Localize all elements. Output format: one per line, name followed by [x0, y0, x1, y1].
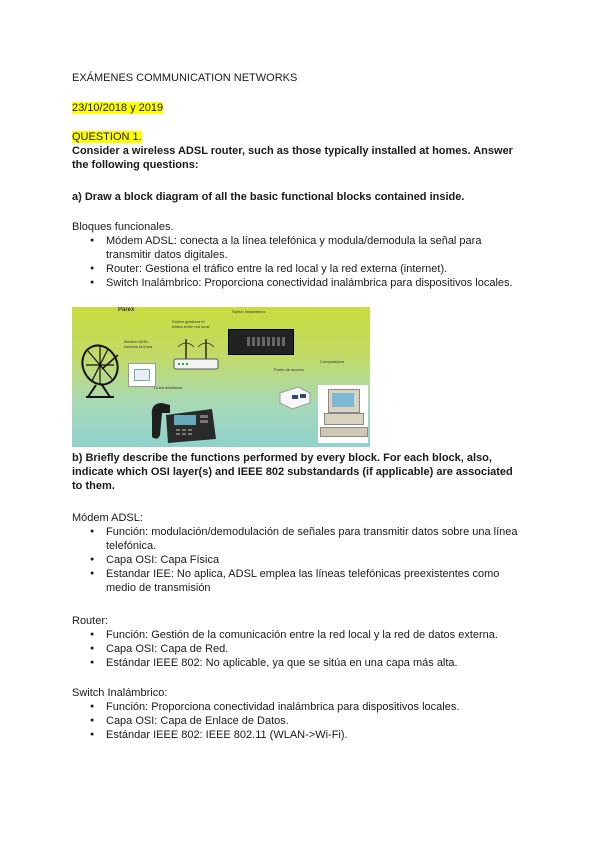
section-list-router	[72, 628, 542, 670]
part-a-heading: a) Draw a block diagram of all the basic functional blocks contained inside.	[72, 191, 465, 203]
list-item-continuation	[72, 539, 542, 553]
computer-label: Computadora	[320, 359, 345, 364]
switch-label: Switch Inalámbrico	[232, 309, 266, 314]
part-b-heading-1: b) Briefly describe the functions performed by every block. For each block, also,	[72, 452, 492, 464]
access-point-label: Punto de acceso	[274, 367, 304, 372]
list-item: ● Estándar IEEE 802: IEEE 802.11 (WLAN->Wi-Fi).	[72, 728, 542, 742]
router-label: Router gestiona el tráfico entre red local	[172, 319, 210, 329]
list-item: ● Función: Gestión de la comunicación entre la red local y la red de datos externa.	[72, 628, 542, 642]
modem-label: Módem ADSL conecta la línea	[124, 339, 153, 349]
desk-phone-icon	[148, 399, 218, 445]
question-label: QUESTION 1.	[72, 131, 142, 143]
section-title-switch: Switch Inalámbrico:	[72, 687, 168, 699]
section-title-router: Router:	[72, 615, 109, 627]
access-point-icon	[278, 385, 312, 411]
continuation-text: transmitir datos digitales.	[106, 249, 228, 261]
list-item: ● Capa OSI: Capa de Enlace de Datos.	[72, 714, 542, 728]
modem-device	[128, 363, 156, 387]
question-text-2: the following questions:	[72, 159, 199, 171]
list-item: ● Switch Inalámbrico: Proporciona conectividad inalámbrica para dispositivos locales.	[72, 276, 542, 290]
list-item-continuation	[72, 248, 542, 262]
list-item: ● Estandar IEE: No aplica, ADSL emplea las líneas telefónicas preexistentes como	[72, 567, 542, 581]
list-item: ● Módem ADSL: conecta a la línea telefónica y modula/demodula la señal para	[72, 234, 542, 248]
list-item-continuation	[72, 581, 542, 595]
list-item: ● Función: modulación/demodulación de señales para transmitir datos sobre una línea	[72, 525, 542, 539]
part-b-heading-3: to them.	[72, 480, 115, 492]
question-text-1: Consider a wireless ADSL router, such as those typically installed at homes. Answer	[72, 145, 513, 157]
section-list-switch	[72, 700, 542, 742]
section-list-modem	[72, 525, 542, 595]
list-item: ● Router: Gestiona el tráfico entre la red local y la red externa (internet).	[72, 262, 542, 276]
figure-title: Parex	[118, 307, 135, 313]
list-item: ● Función: Proporciona conectividad inalámbrica para dispositivos locales.	[72, 700, 542, 714]
satellite-dish-icon	[78, 341, 124, 399]
list-item: ● Capa OSI: Capa Física	[72, 553, 542, 567]
list-item: ● Estándar IEEE 802: No aplicable, ya que se sitúa en una capa más alta.	[72, 656, 542, 670]
continuation-text: telefónica.	[106, 540, 157, 552]
computer-picture	[318, 385, 368, 443]
bloques-list	[72, 234, 542, 290]
dates-highlight: 23/10/2018 y 2019	[72, 102, 164, 114]
phone-label: Línea telefónica	[154, 385, 183, 390]
bloques-title: Bloques funcionales.	[72, 221, 174, 233]
dates-line	[72, 101, 163, 115]
document-header: EXÁMENES COMMUNICATION NETWORKS	[72, 72, 298, 84]
router-icon	[172, 337, 220, 375]
part-b-heading-2: indicate which OSI layer(s) and IEEE 802 substandards (if applicable) are associated	[72, 466, 513, 478]
question-label-line	[72, 130, 142, 144]
list-item: ● Capa OSI: Capa de Red.	[72, 642, 542, 656]
block-diagram-image	[72, 307, 370, 447]
continuation-text: medio de transmisión	[106, 582, 211, 594]
rack-switch-device	[228, 329, 294, 355]
section-title-modem: Módem ADSL:	[72, 512, 143, 524]
